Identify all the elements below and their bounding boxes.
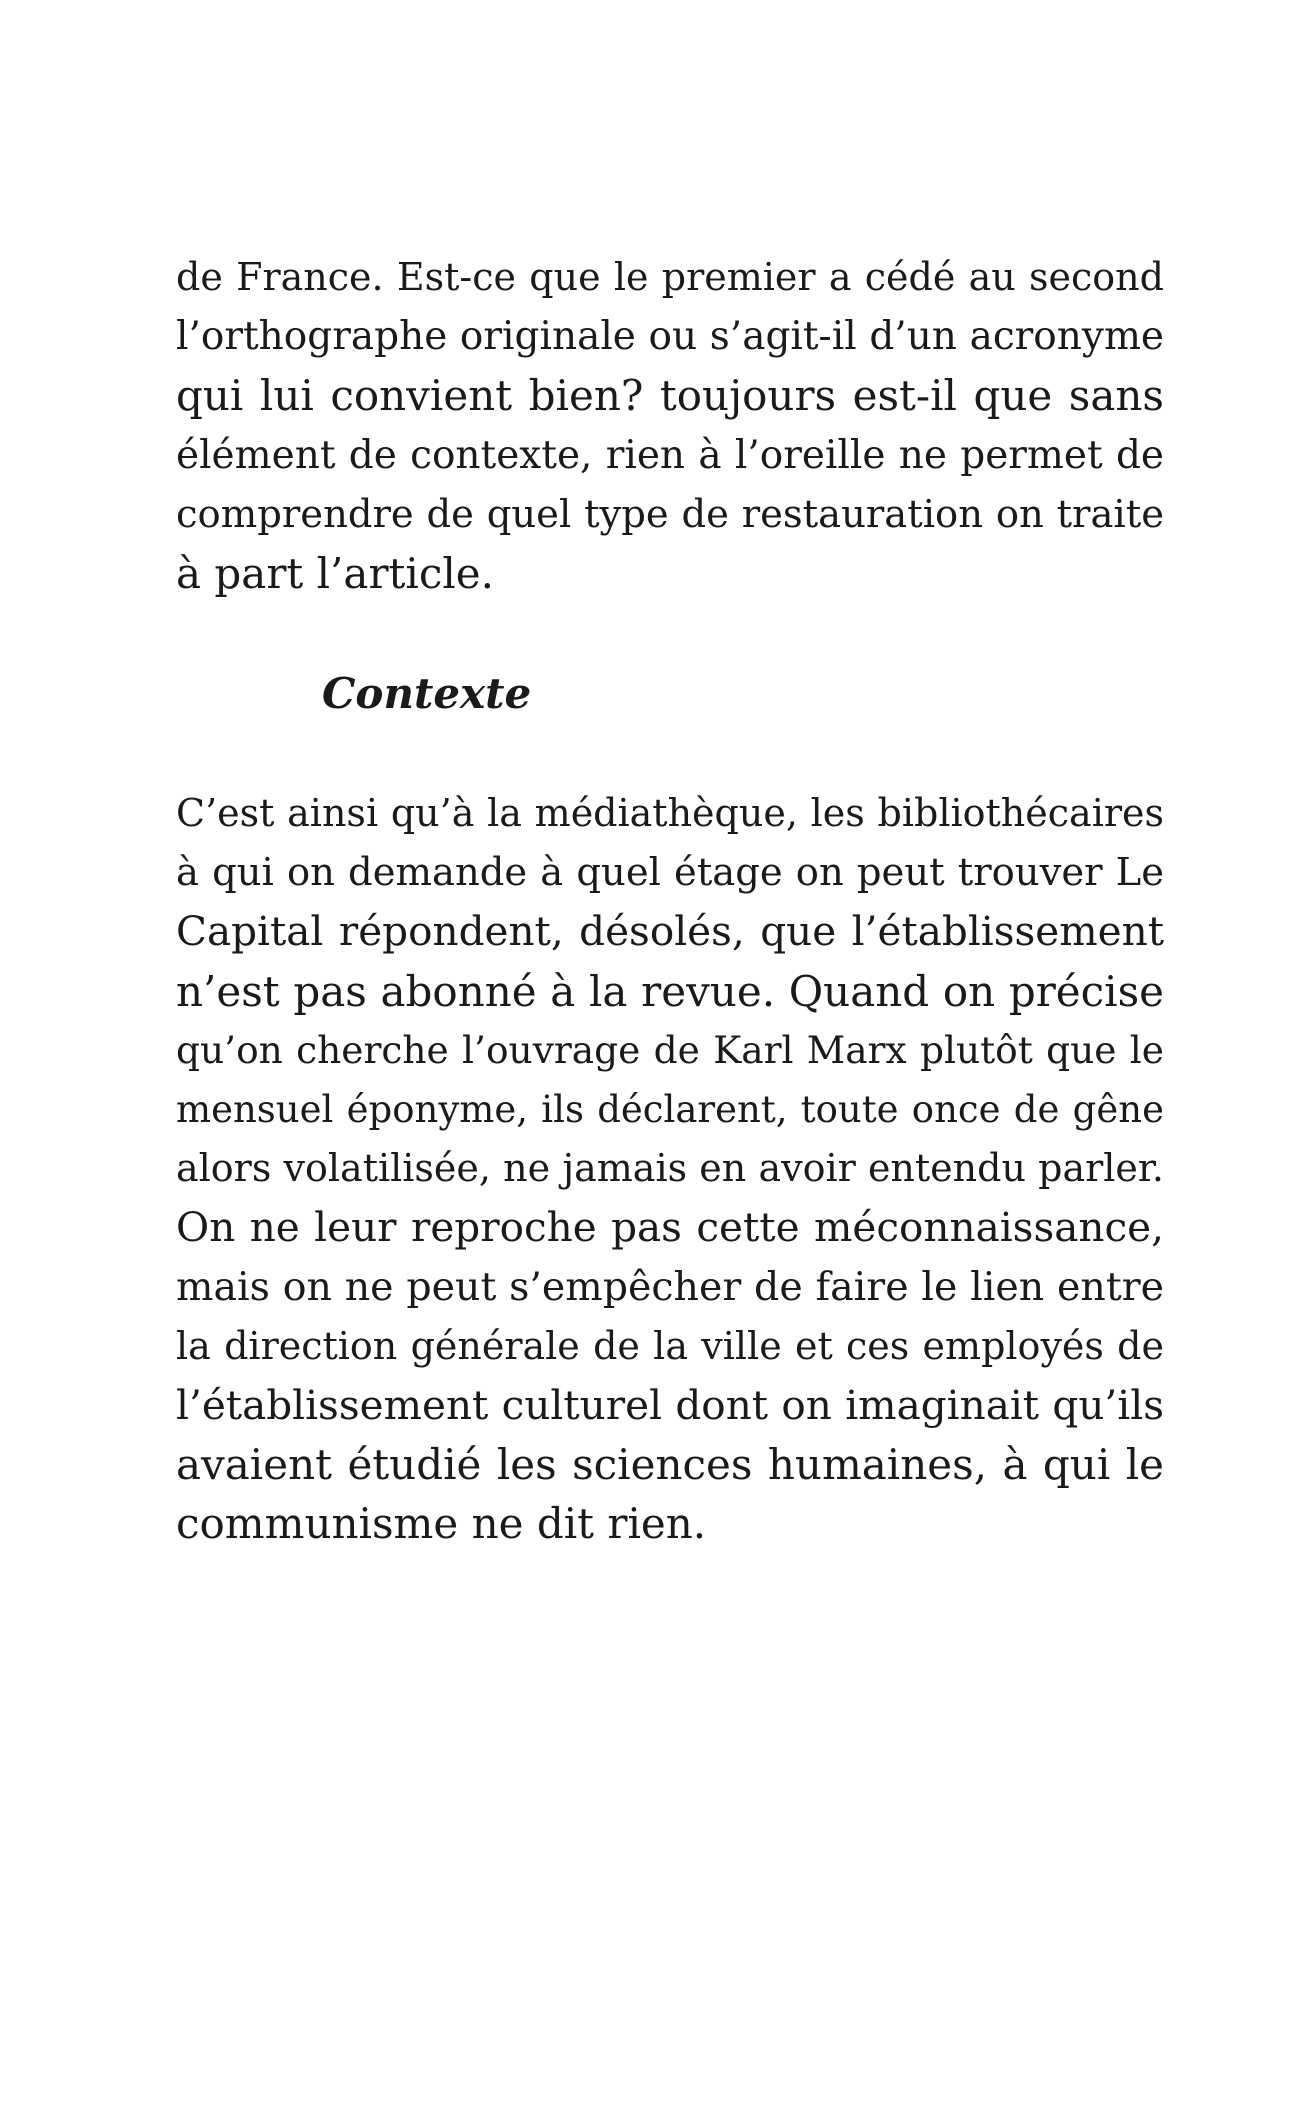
text-line: l’orthographe originale ou s’agit-il d’un acronyme bbox=[176, 314, 1164, 360]
text-line: avaient étudié les sciences humaines, à qui le bbox=[176, 1440, 1164, 1490]
text-line: la direction générale de la ville et ces employés de bbox=[176, 1323, 1164, 1368]
text-line: C’est ainsi qu’à la médiathèque, les bibliothécaires bbox=[176, 791, 1164, 835]
text-line: communisme ne dit rien. bbox=[176, 1499, 707, 1549]
text-line: Capital répondent, désolés, que l’établissement bbox=[176, 907, 1164, 956]
text-line: mais on ne peut s’empêcher de faire le lien entre bbox=[176, 1263, 1164, 1310]
text-line: n’est pas abonné à la revue. Quand on précise bbox=[176, 966, 1164, 1016]
text-line: l’établissement culturel dont on imaginait qu’ils bbox=[176, 1380, 1164, 1429]
text-line: élément de contexte, rien à l’oreille ne permet de bbox=[176, 432, 1164, 478]
text-line: qu’on cherche l’ouvrage de Karl Marx plutôt que le bbox=[176, 1027, 1164, 1072]
paragraph-continuation bbox=[176, 248, 1164, 603]
text-line: à qui on demande à quel étage on peut trouver Le bbox=[176, 850, 1164, 896]
text-line: de France. Est-ce que le premier a cédé au second bbox=[176, 255, 1164, 299]
section-heading: Contexte bbox=[322, 669, 532, 718]
text-line: On ne leur reproche pas cette méconnaissance, bbox=[176, 1203, 1164, 1252]
text-line: mensuel éponyme, ils déclarent, toute once de gêne bbox=[176, 1087, 1164, 1131]
text-line: à part l’article. bbox=[176, 548, 494, 598]
text-line: qui lui convient bien? toujours est-il que sans bbox=[176, 371, 1164, 421]
text-line: comprendre de quel type de restauration on traite bbox=[176, 491, 1164, 537]
paragraph-context bbox=[176, 784, 1164, 1553]
text-line: alors volatilisée, ne jamais en avoir entendu parler. bbox=[176, 1146, 1164, 1191]
